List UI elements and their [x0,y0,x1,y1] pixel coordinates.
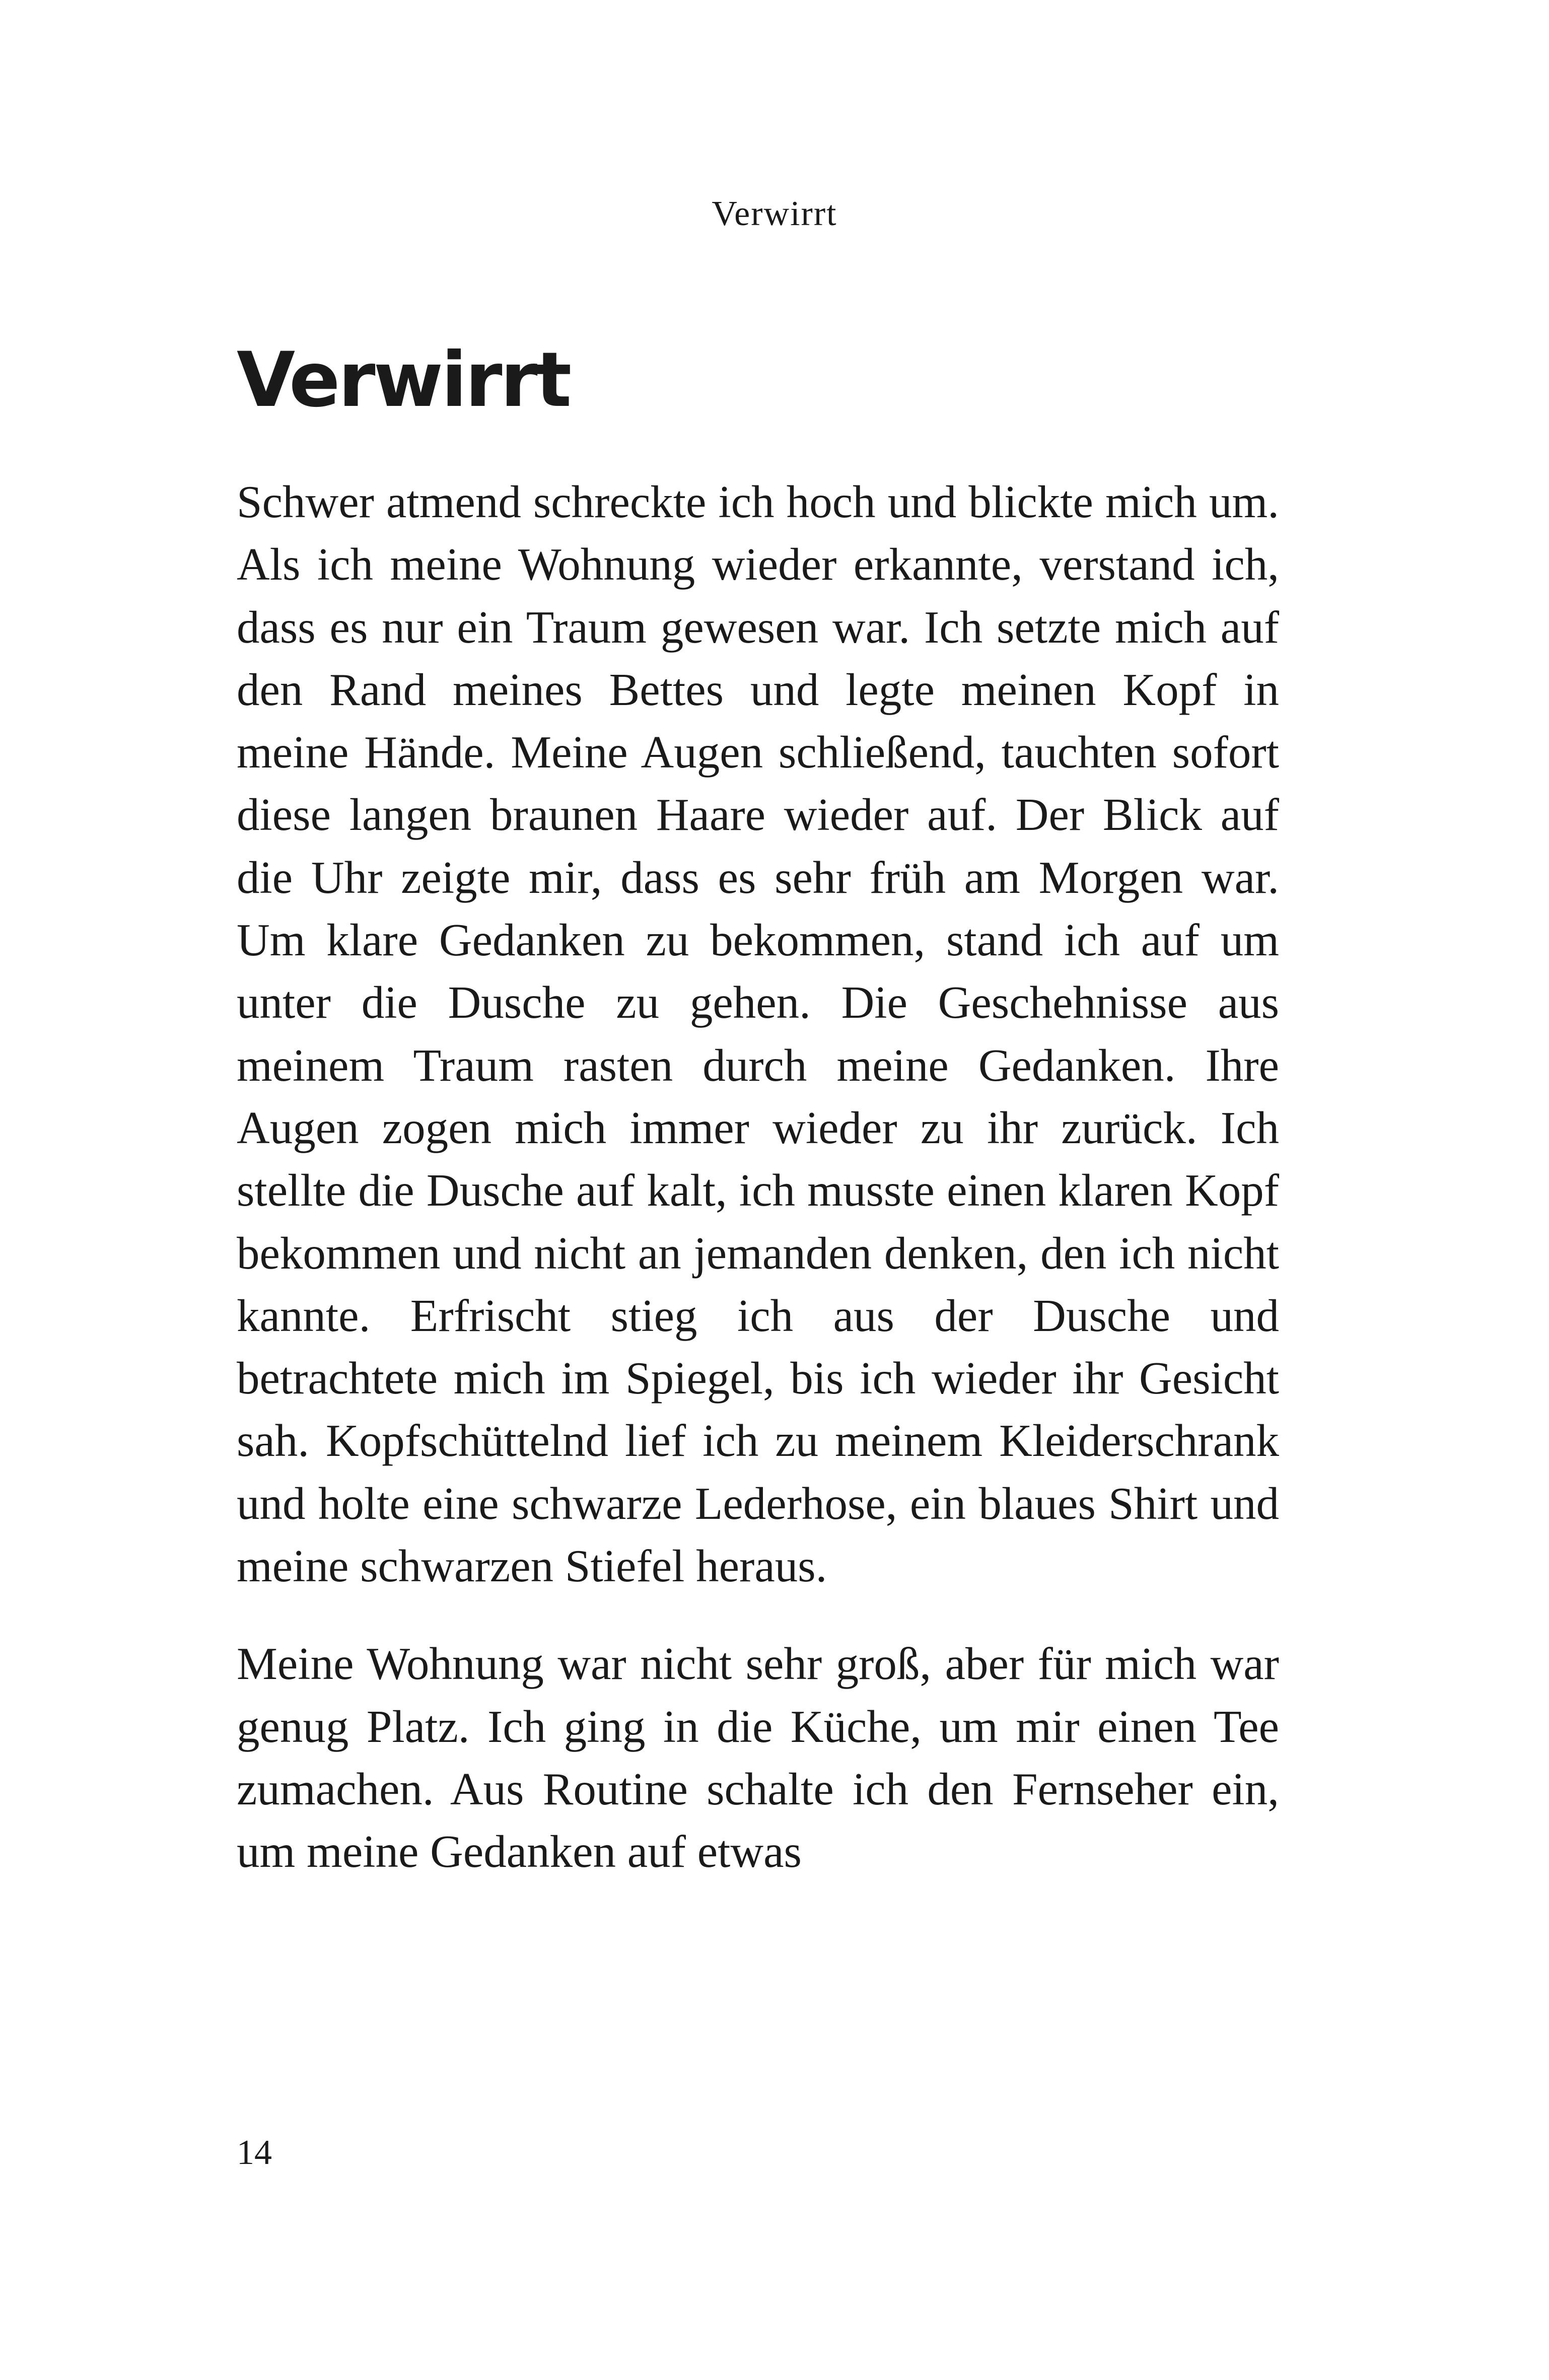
body-text [237,471,1279,1883]
page-number: 14 [237,2133,272,2172]
running-header: Verwirrt [712,194,837,233]
chapter-title: Verwirrt [237,336,570,424]
paragraph: Meine Wohnung war nicht sehr groß, aber für mich war genug Platz. Ich ging in die Küche, um mir einen Tee zumachen. Aus Routine schalte ich den Fernseher ein, um meine Gedanken auf etwas [237,1638,1279,1877]
paragraph: Schwer atmend schreckte ich hoch und blickte mich um. Als ich meine Wohnung wieder erkannte, verstand ich, dass es nur ein Traum gewesen war. Ich setzte mich auf den Rand meines Bettes und legte meinen Kopf in meine Hände. Meine Augen schließend, tauchten sofort diese langen braunen Haare wieder auf. Der Blick auf die Uhr zeigte mir, dass es sehr früh am Morgen war. Um klare Gedanken zu bekommen, stand ich auf um unter die Dusche zu gehen. Die Geschehnisse aus meinem Traum rasten durch meine Gedanken. Ihre Augen zogen mich immer wieder zu ihr zurück. Ich stellte die Dusche auf kalt, ich musste einen klaren Kopf bekommen und nicht an jemanden denken, den ich nicht kannte. Erfrischt stieg ich aus der Dusche und betrachtete mich im Spiegel, bis ich wieder ihr Gesicht sah. Kopfschüttelnd lief ich zu meinem Kleiderschrank und holte eine schwarze Lederhose, ein blaues Shirt und meine schwarzen Stiefel heraus. [237,476,1279,1592]
